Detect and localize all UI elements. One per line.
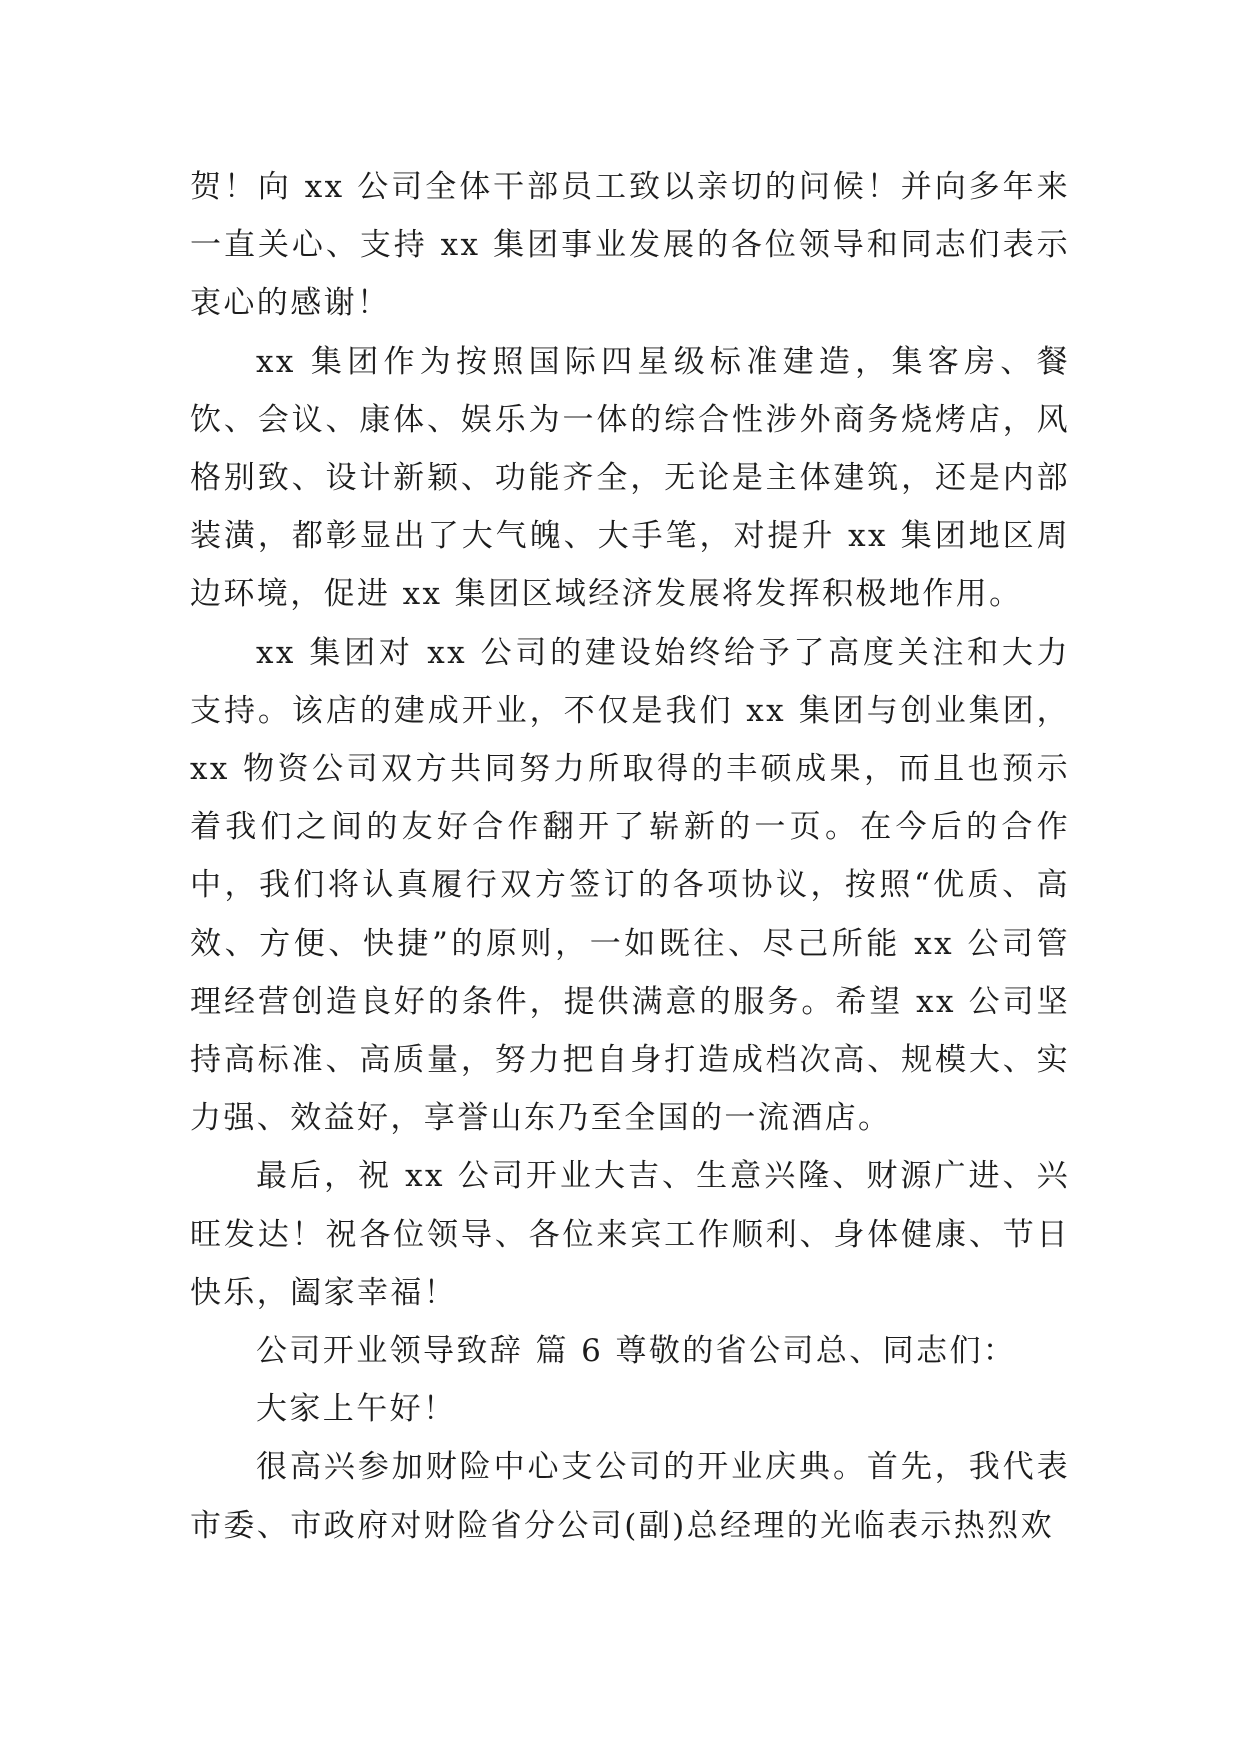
- paragraph-hotel-description: xx 集团作为按照国际四星级标准建造，集客房、餐饮、会议、康体、娱乐为一体的综合性涉外商务烧烤店，风格别致、设计新颖、功能齐全，无论是主体建筑，还是内部装潢，都彰显出了大气魄、大手笔，对提升 xx 集团地区周边环境，促进 xx 集团区域经济发展将发挥积极地作用。: [190, 343, 1070, 613]
- paragraph-greeting-closing: 贺！向 xx 公司全体干部员工致以亲切的问候！并向多年来一直关心、支持 xx 集团事业发展的各位领导和同志们表示衷心的感谢！: [190, 169, 1070, 322]
- paragraph-final-wishes: 最后，祝 xx 公司开业大吉、生意兴隆、财源广进、兴旺发达！祝各位领导、各位来宾工作顺利、身体健康、节日快乐，阖家幸福！: [190, 1158, 1070, 1311]
- paragraph-opening-ceremony: 很高兴参加财险中心支公司的开业庆典。首先，我代表市委、市政府对财险省分公司(副)总经理的光临表示热烈欢: [190, 1449, 1070, 1544]
- paragraph-speech-6-heading: 公司开业领导致辞 篇 6 尊敬的省公司总、同志们：: [256, 1333, 1017, 1370]
- paragraph-group-support: xx 集团对 xx 公司的建设始终给予了高度关注和大力支持。该店的建成开业，不仅是我们 xx 集团与创业集团，xx 物资公司双方共同努力所取得的丰硕成果，而且也预示着我们之间的友好合作翻开了崭新的一页。在今后的合作中，我们将认真履行双方签订的各项协议，按照“优质、高效、方便、快捷”的原则，一如既往、尽己所能 xx 公司管理经营创造良好的条件，提供满意的服务。希望 xx 公司坚持高标准、高质量，努力把自身打造成档次高、规模大、实力强、效益好，享誉山东乃至全国的一流酒店。: [190, 634, 1070, 1137]
- paragraph-morning-greeting: 大家上午好！: [256, 1391, 457, 1428]
- document-body: [190, 158, 1070, 1555]
